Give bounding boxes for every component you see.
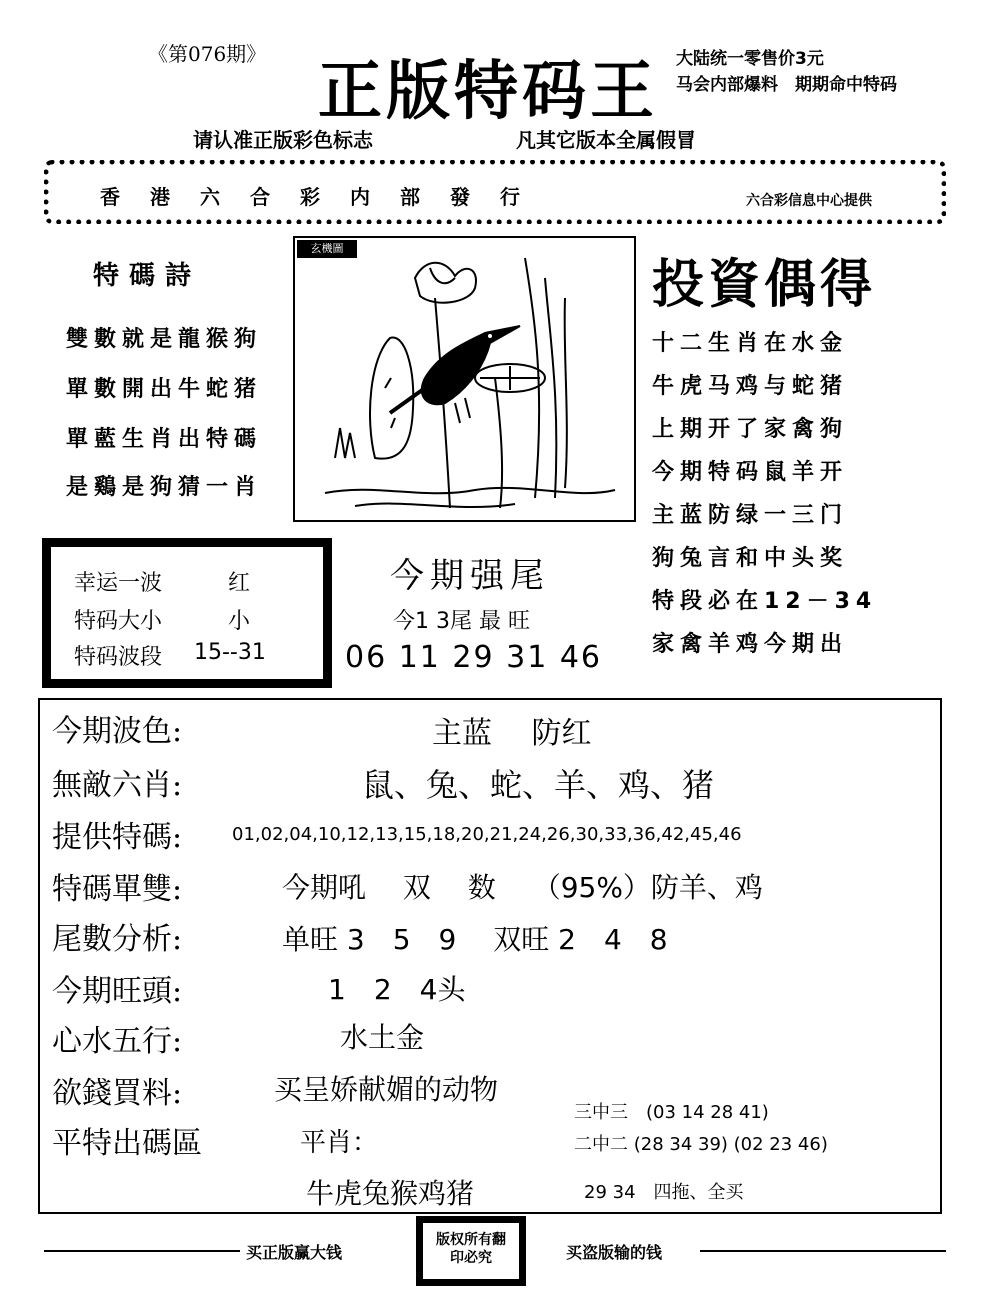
poem-line: 雙數就是龍猴狗 (66, 327, 263, 352)
poem-title: 特碼詩 (93, 261, 202, 291)
zone-two-of-two: 二中二 (28 34 39) (02 23 46) (574, 1134, 828, 1155)
zone-three-of-three: 三中三 (03 14 28 41) (574, 1102, 769, 1123)
poem-line: 單藍生肖出特碼 (66, 427, 263, 452)
luck-row-value: 小 (228, 609, 251, 634)
luck-row-label: 特码波段 (74, 645, 163, 670)
tail-analysis-value: 单旺 3 5 9 双旺 2 4 8 (282, 923, 668, 956)
wave-value: 主蓝 防红 (432, 716, 592, 751)
luck-row-label: 特码大小 (74, 609, 163, 634)
poem-line: 單數開出牛蛇猪 (66, 377, 263, 402)
invest-line: 狗兔言和中头奖 (652, 546, 849, 571)
wave-label: 今期波色: (52, 714, 183, 749)
invest-line: 上期开了家禽狗 (652, 417, 849, 442)
poem-line: 是鷄是狗猜一肖 (66, 475, 263, 500)
zone-mid: 平肖： (300, 1128, 379, 1158)
strong-tail-sub: 今1 3尾 最 旺 (393, 609, 530, 634)
issue-number: 《第076期》 (148, 42, 267, 66)
strong-tail-title: 今期强尾 (390, 556, 550, 596)
page-title: 正版特码王 (318, 54, 658, 129)
price-note: 大陆统一零售价3元 (676, 49, 824, 69)
invest-line: 特段必在12－34 (652, 589, 878, 614)
footer-left-text: 买正版赢大钱 (246, 1243, 343, 1262)
wuxing-label: 心水五行: (52, 1024, 183, 1059)
dotted-banner-small: 六合彩信息中心提供 (746, 193, 872, 209)
copyright-text: 版权所有翻印必究 (436, 1232, 506, 1266)
odd-even-value: 今期吼 双 数 （95%）防羊、鸡 (282, 871, 763, 904)
footer-right-text: 买盗版输的钱 (566, 1243, 663, 1262)
banner-left: 请认准正版彩色标志 (193, 128, 373, 152)
tail-analysis-label: 尾數分析: (52, 922, 183, 957)
luck-row-value: 15--31 (194, 640, 266, 665)
zone-label: 平特出碼區 (52, 1126, 202, 1161)
zone-numbers: 29 34 四拖、全买 (584, 1182, 744, 1203)
invest-line: 十二生肖在水金 (652, 331, 849, 356)
invest-line: 今期特码鼠羊开 (652, 460, 849, 485)
picture-stamp: 玄機圖 (297, 240, 357, 258)
footer-divider-right (700, 1250, 946, 1252)
odd-even-label: 特碼單雙: (52, 872, 183, 907)
luck-row-label: 幸运一波 (74, 571, 163, 596)
slogan: 马会内部爆料 期期命中特码 (676, 75, 897, 95)
six-zodiac-value: 鼠、兔、蛇、羊、鸡、猪 (362, 766, 715, 804)
footer-divider-left (44, 1250, 240, 1252)
zone-zodiacs: 牛虎兔猴鸡猪 (306, 1177, 475, 1210)
bird-illustration (293, 236, 636, 522)
invest-title: 投資偶得 (652, 254, 877, 315)
bird-drawing-icon (295, 238, 634, 520)
special-code-label: 提供特碼: (52, 820, 183, 855)
buy-value: 买呈娇献媚的动物 (274, 1073, 499, 1106)
hot-head-value: 1 2 4头 (328, 973, 466, 1006)
invest-line: 主蓝防绿一三门 (652, 503, 849, 528)
dotted-banner-text: 香港六合彩内部發行 (100, 185, 550, 209)
luck-row-value: 红 (228, 571, 251, 596)
special-code-value: 01,02,04,10,12,13,15,18,20,21,24,26,30,33,36,42,45,46 (232, 824, 742, 845)
invest-line: 牛虎马鸡与蛇猪 (652, 374, 849, 399)
invest-line: 家禽羊鸡今期出 (652, 632, 849, 657)
wuxing-value: 水土金 (340, 1021, 425, 1054)
strong-tail-numbers: 06 11 29 31 46 (345, 640, 603, 675)
banner-right: 凡其它版本全属假冒 (516, 128, 696, 152)
buy-label: 欲錢買料: (52, 1076, 183, 1111)
copyright-box (416, 1216, 526, 1286)
hot-head-label: 今期旺頭: (52, 974, 183, 1009)
six-zodiac-label: 無敵六肖: (52, 768, 183, 803)
